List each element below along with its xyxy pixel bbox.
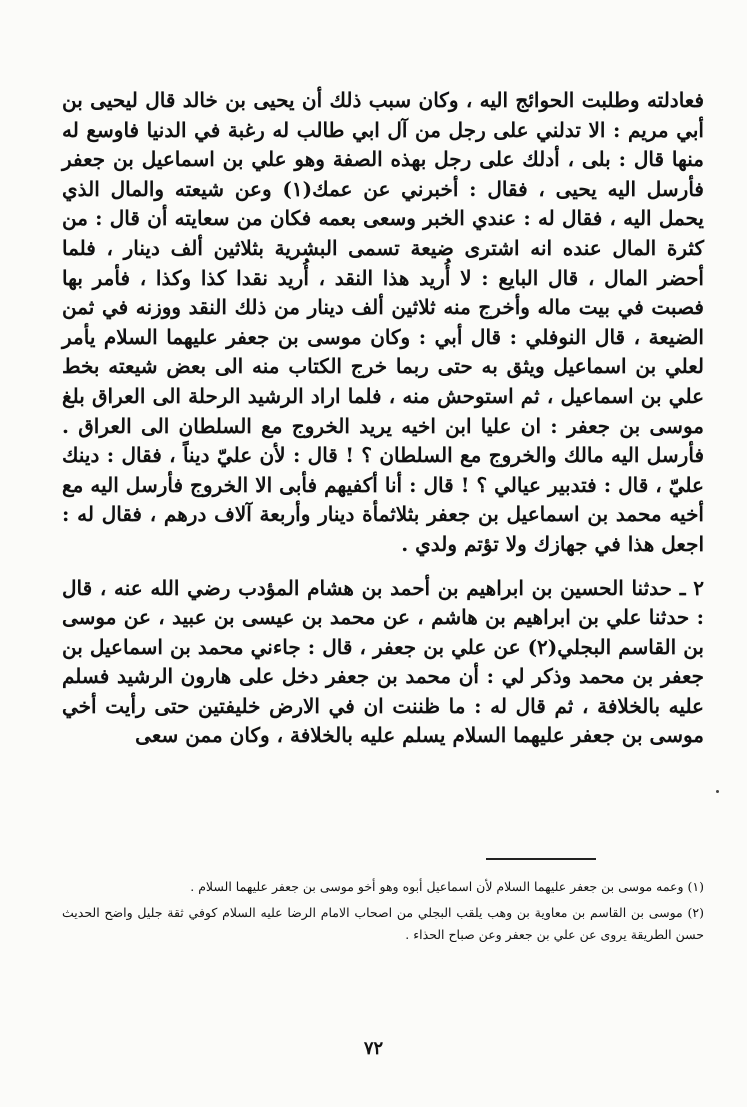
footnote-1: (١) وعمه موسى بن جعفر عليهما السلام لأن اسماعيل أبوه وهو أخو موسى بن جعفر عليهما السلام . — [190, 879, 704, 894]
footnotes — [62, 876, 704, 950]
footnote-2: (٢) موسى بن القاسم بن معاوية بن وهب يلقب البجلي من اصحاب الامام الرضا عليه السلام كوفي ثقة جليل واضح الحديث حسن الطريقة يروى عن علي بن جعفر وعن صباح الحذاء . — [62, 905, 704, 942]
footnote-separator — [486, 858, 596, 860]
page-number: ٧٢ — [363, 1038, 384, 1059]
main-text — [62, 86, 704, 751]
paragraph-1: فعادلته وطلبت الحوائج اليه ، وكان سبب ذلك أن يحيى بن خالد قال ليحيى بن أبي مريم : الا تدلني على رجل من آل ابي طالب له رغبة في الدنيا فاوسع له منها قال : بلى ، أدلك على رجل بهذه الصفة وهو علي بن اسماعيل بن جعفر فأرسل اليه يحيى ، فقال : أخبرني عن عمك(١) وعن شيعته والمال الذي يحمل اليه ، فقال له : عندي الخبر وسعى بعمه فكان من سعايته أن قال : من كثرة المال عنده انه اشترى ضيعة تسمى البشرية بثلاثين ألف دينار ، فلما أحضر المال ، قال البايع : لا أُريد هذا النقد ، أُريد نقدا كذا وكذا ، فأمر بها فصبت في بيت ماله وأخرج منه ثلاثين ألف دينار من ذلك النقد ووزنه في ثمن الضيعة ، قال النوفلي : قال أبي : وكان موسى بن جعفر عليهما السلام يأمر لعلي بن اسماعيل ويثق به حتى ربما خرج الكتاب منه الى بعض شيعته بخط علي بن اسماعيل ، ثم استوحش منه ، فلما اراد الرشيد الرحلة الى العراق بلغ موسى بن جعفر : ان عليا ابن اخيه يريد الخروج مع السلطان الى العراق . فأرسل اليه مالك والخروج مع السلطان ؟ ! قال : لأن عليّ ديناً ، فقال : دينك عليّ ، قال : فتدبير عيالي ؟ ! قال : أنا أكفيهم فأبى الا الخروج فأرسل اليه مع أخيه محمد بن اسماعيل بن جعفر بثلاثمأة دينار وأربعة آلاف درهم ، فقال له : اجعل هذا في جهازك ولا تؤتم ولدي . — [62, 88, 704, 556]
margin-dot — [716, 790, 719, 793]
paragraph-2: ٢ ـ حدثنا الحسين بن ابراهيم بن أحمد بن هشام المؤدب رضي الله عنه ، قال : حدثنا علي بن ابراهيم بن هاشم ، عن محمد بن عيسى بن عبيد ، عن موسى بن القاسم البجلي(٢) عن علي بن جعفر ، قال : جاءني محمد بن اسماعيل بن جعفر بن محمد وذكر لي : أن محمد بن جعفر دخل على هارون الرشيد فسلم عليه بالخلافة ، ثم قال له : ما ظننت ان في الارض خليفتين حتى رأيت أخي موسى بن جعفر عليهما السلام يسلم عليه بالخلافة ، وكان ممن سعى — [62, 575, 704, 748]
